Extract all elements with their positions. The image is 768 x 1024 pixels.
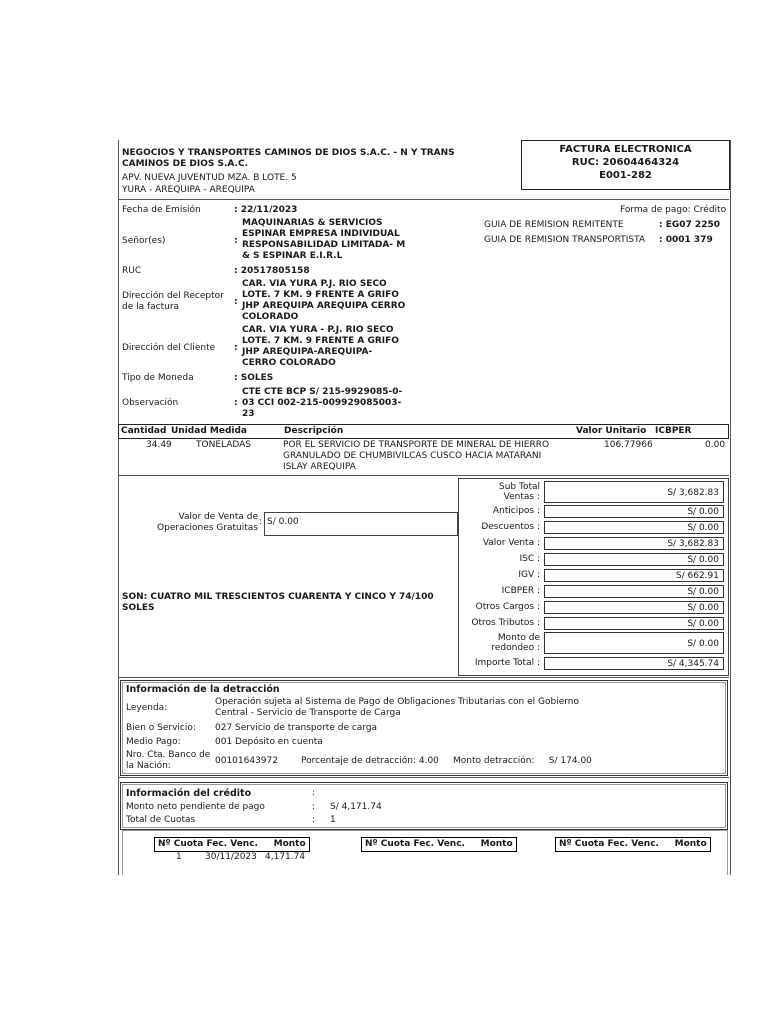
issuer-name-line2: CAMINOS DE DIOS S.A.C. xyxy=(122,159,248,169)
total-label: Otros Cargos : xyxy=(475,602,540,612)
gratuitas-label-line: Operaciones Gratuitas xyxy=(157,523,258,533)
total-label: Anticipos : xyxy=(492,506,540,516)
total-value: S/ 662.91 xyxy=(544,569,724,582)
item-descripcion-line: ISLAY AREQUIPA xyxy=(283,462,356,472)
senor-line: & S ESPINAR E.I.R.L xyxy=(242,251,343,261)
leyenda-line: Operación sujeta al Sistema de Pago de Obligaciones Tributarias con el Gobierno xyxy=(215,697,580,707)
senor-value xyxy=(242,218,405,262)
fecha-value: 22/11/2023 xyxy=(240,205,298,215)
gratuitas-value: S/ 0.00 xyxy=(267,517,299,527)
leyenda-line: Central - Servicio de Transporte de Carga xyxy=(215,708,401,718)
item-valor-unitario: 106.77966 xyxy=(604,440,653,450)
cuenta-label xyxy=(126,750,210,772)
amount-in-words-line: SON: CUATRO MIL TRESCIENTOS CUARENTA Y CINCO Y 74/100 xyxy=(122,592,434,602)
issuer-city: YURA - AREQUIPA - AREQUIPA xyxy=(122,185,255,195)
item-cantidad: 34.49 xyxy=(146,440,172,450)
dir-receptor-line: COLORADO xyxy=(242,312,299,322)
dir-receptor-label xyxy=(122,291,224,313)
bien-value: 027 Servicio de transporte de carga xyxy=(215,723,378,733)
obs-line: 23 xyxy=(242,409,255,419)
porcentaje-detraccion: Porcentaje de detracción: 4.00 xyxy=(301,756,439,766)
dir-cliente-line: JHP AREQUIPA-AREQUIPA- xyxy=(242,347,373,357)
total-label: Monto de redondeo : xyxy=(491,633,540,653)
divider xyxy=(118,199,729,200)
total-value: S/ 0.00 xyxy=(544,617,724,630)
obs-value xyxy=(242,387,402,420)
total-label: ISC : xyxy=(519,554,540,564)
item-icbper: 0.00 xyxy=(705,440,726,450)
medio-label: Medio Pago: xyxy=(126,737,181,747)
dir-cliente-line: CAR. VIA YURA - P.J. RIO SECO xyxy=(242,325,394,335)
total-cuotas-label: Total de Cuotas xyxy=(126,815,196,825)
obs-label: Observación xyxy=(122,398,179,408)
col-cantidad: Cantidad xyxy=(121,426,167,436)
dir-cliente-line: CERRO COLORADO xyxy=(242,358,336,368)
cuota-header-1: Nº Cuota Fec. Venc. Monto xyxy=(154,837,310,852)
cuota-number: 1 xyxy=(176,852,182,862)
document-type: FACTURA ELECTRONICA xyxy=(559,144,692,155)
issuer-name xyxy=(122,148,455,170)
item-descripcion-line: GRANULADO DE CHUMBIVILCAS CUSCO HACIA MATARANI xyxy=(283,451,542,461)
fecha-value-wrap: : 22/11/2023 xyxy=(234,205,298,215)
col-icbper: ICBPER xyxy=(655,426,692,436)
guia-remitente-value: EG07 2250 xyxy=(665,220,720,230)
total-label: ICBPER : xyxy=(501,586,540,596)
moneda-value: SOLES xyxy=(240,373,274,383)
gratuitas-label-line: Valor de Venta de xyxy=(178,512,258,522)
gratuitas-label xyxy=(150,512,258,534)
item-descripcion-line: POR EL SERVICIO DE TRANSPORTE DE MINERAL DE HIERRO xyxy=(283,440,550,450)
forma-pago: Forma de pago: Crédito xyxy=(620,205,727,215)
cuota-monto: 4,171.74 xyxy=(265,852,306,862)
dir-receptor-label-line: de la factura xyxy=(122,302,180,312)
guia-transportista-label: GUIA DE REMISION TRANSPORTISTA xyxy=(484,235,646,245)
issuer-name-line1: NEGOCIOS Y TRANSPORTES CAMINOS DE DIOS S.A.C. - N Y TRANS xyxy=(122,148,455,158)
obs-line: 03 CCI 002-215-009929085003- xyxy=(242,398,402,408)
dir-cliente-value xyxy=(242,325,399,369)
bien-label: Bien o Servicio: xyxy=(126,723,196,733)
cuenta-label-line: Nro. Cta. Banco de xyxy=(126,750,211,760)
leyenda-label: Leyenda: xyxy=(126,703,168,713)
fecha-label: Fecha de Emisión xyxy=(122,205,201,215)
total-value: S/ 0.00 xyxy=(544,505,724,518)
guia-remitente-label: GUIA DE REMISION REMITENTE xyxy=(484,220,624,230)
col-descripcion: Descripción xyxy=(284,426,344,436)
cuenta-label-line: la Nación: xyxy=(126,761,171,771)
item-unidad: TONELADAS xyxy=(196,440,252,450)
cuota-header-3: Nº Cuota Fec. Venc. Monto xyxy=(555,837,711,852)
guia-transportista-value: 0001 379 xyxy=(665,235,713,245)
divider xyxy=(118,475,729,476)
divider xyxy=(118,777,729,778)
senor-line: MAQUINARIAS & SERVICIOS xyxy=(242,218,383,228)
obs-line: CTE CTE BCP S/ 215-9929085-0- xyxy=(242,387,403,397)
total-value: S/ 0.00 xyxy=(544,632,724,654)
medio-value: 001 Depósito en cuenta xyxy=(215,737,323,747)
items-header xyxy=(118,424,729,439)
total-value: S/ 3,682.83 xyxy=(544,537,724,550)
col-unidad: Unidad Medida xyxy=(171,426,247,436)
monto-detraccion: Monto detracción: S/ 174.00 xyxy=(453,756,592,766)
cuenta-value: 00101643972 xyxy=(215,756,278,766)
detraccion-title: Información de la detracción xyxy=(126,684,280,695)
item-descripcion xyxy=(283,440,549,473)
credito-title: Información del crédito xyxy=(126,788,252,799)
senor-label: Señor(es) xyxy=(122,236,166,246)
gratuitas-value-box xyxy=(264,512,458,536)
total-value: S/ 0.00 xyxy=(544,553,724,566)
total-label: IGV : xyxy=(518,570,540,580)
dir-receptor-line: LOTE. 7 KM. 9 FRENTE A GRIFO xyxy=(242,290,399,300)
senor-line: ESPINAR EMPRESA INDIVIDUAL xyxy=(242,229,400,239)
document-number: E001-282 xyxy=(599,170,652,181)
amount-in-words xyxy=(122,592,434,614)
cuota-fecha: 30/11/2023 xyxy=(205,852,257,862)
senor-line: RESPONSABILIDAD LIMITADA- M xyxy=(242,240,406,250)
total-value: S/ 0.00 xyxy=(544,521,724,534)
ruc-label: RUC xyxy=(122,266,142,276)
total-label: Sub Total Ventas : xyxy=(498,482,540,502)
total-label: Descuentos : xyxy=(481,522,540,532)
total-value: S/ 0.00 xyxy=(544,585,724,598)
issuer-address: APV. NUEVA JUVENTUD MZA. B LOTE. 5 xyxy=(122,173,297,183)
dir-receptor-line: JHP AREQUIPA AREQUIPA CERRO xyxy=(242,301,406,311)
dir-cliente-line: LOTE. 7 KM. 9 FRENTE A GRIFO xyxy=(242,336,399,346)
document-ruc: RUC: 20604464324 xyxy=(571,157,680,168)
divider xyxy=(118,677,729,678)
amount-in-words-line: SOLES xyxy=(122,603,155,613)
ruc-value: 20517805158 xyxy=(240,266,310,276)
issuer-address-block xyxy=(122,172,297,196)
total-cuotas-value: 1 xyxy=(330,815,336,825)
monto-pendiente-value: S/ 4,171.74 xyxy=(330,802,382,812)
total-value: S/ 3,682.83 xyxy=(544,481,724,503)
cuota-header-2: Nº Cuota Fec. Venc. Monto xyxy=(361,837,517,852)
total-value: S/ 4,345.74 xyxy=(544,657,724,670)
total-label: Otros Tributos : xyxy=(471,618,540,628)
dir-cliente-label: Dirección del Cliente xyxy=(122,343,216,353)
total-label: Importe Total : xyxy=(474,658,540,668)
moneda-label: Tipo de Moneda xyxy=(122,373,194,383)
col-valor-unitario: Valor Unitario xyxy=(576,426,647,436)
dir-receptor-line: CAR. VIA YURA P.J. RIO SECO xyxy=(242,279,387,289)
document-id-box xyxy=(521,140,730,190)
total-label: Valor Venta : xyxy=(482,538,540,548)
dir-receptor-label-line: Dirección del Receptor xyxy=(122,291,224,301)
total-value: S/ 0.00 xyxy=(544,601,724,614)
monto-pendiente-label: Monto neto pendiente de pago xyxy=(126,802,265,812)
dir-receptor-value xyxy=(242,279,405,323)
leyenda-value xyxy=(215,697,579,719)
